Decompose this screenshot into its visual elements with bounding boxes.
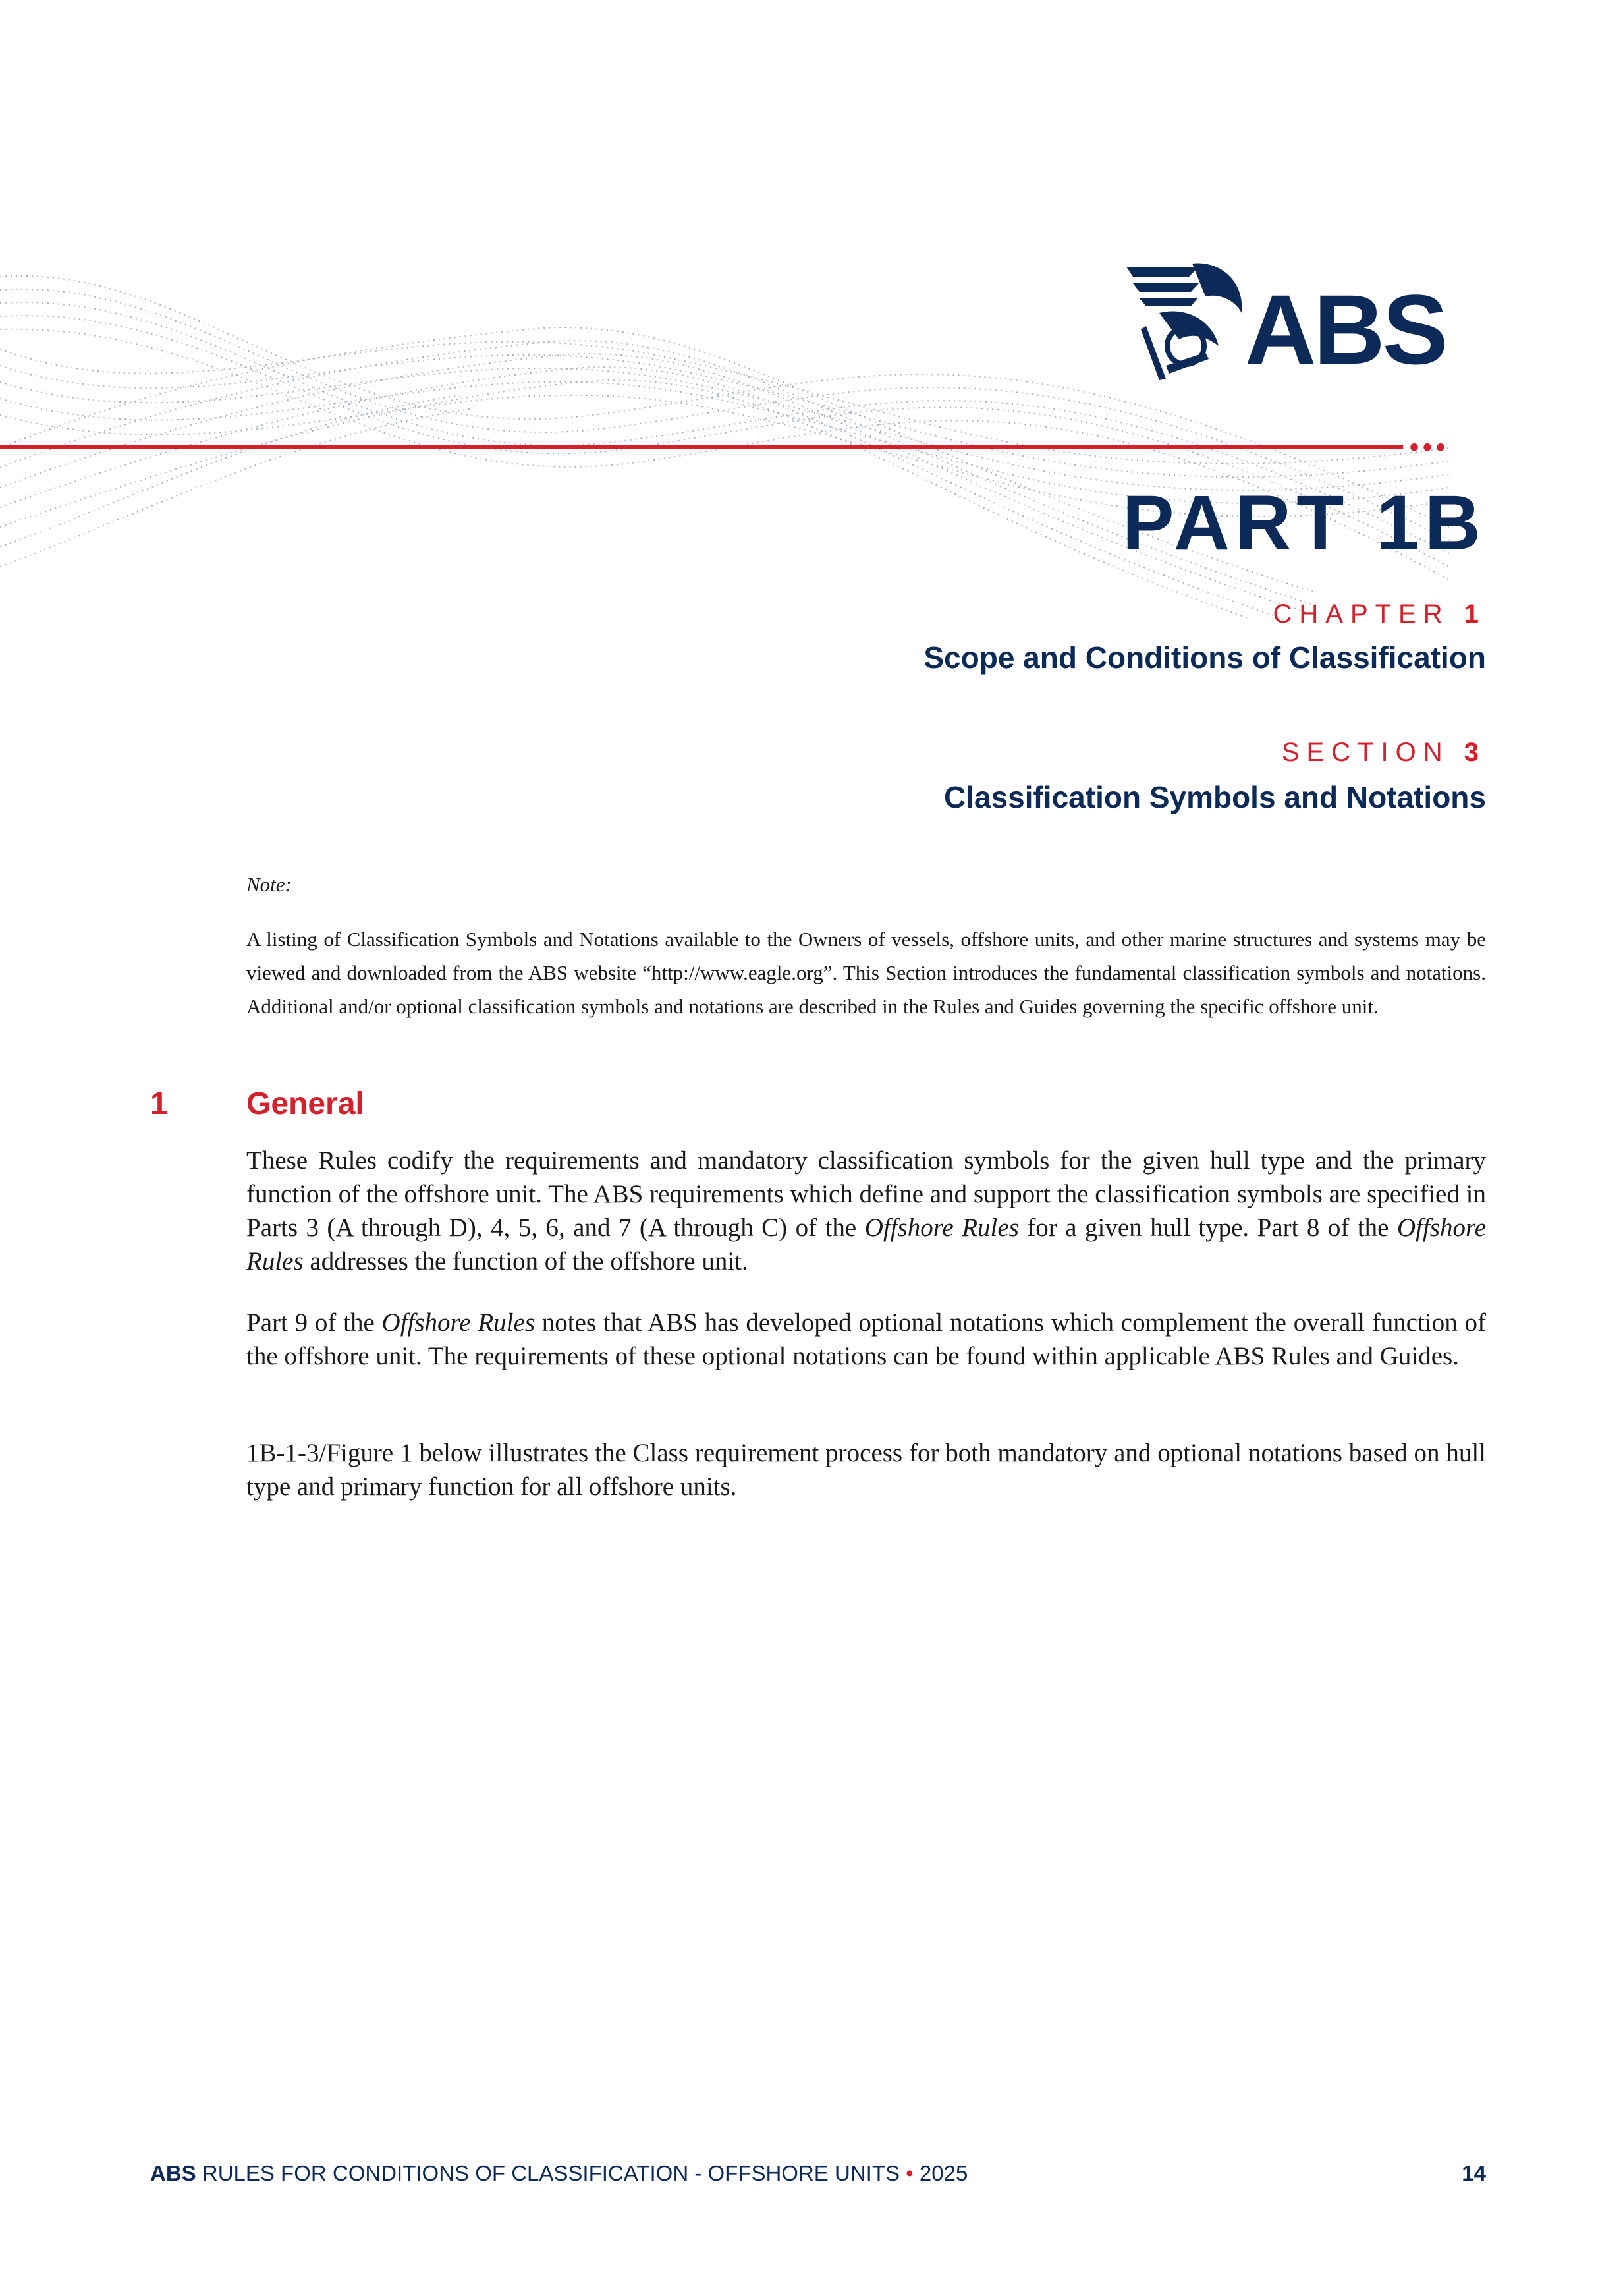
eagle-emblem-icon	[1120, 254, 1252, 385]
header-rule	[0, 445, 1403, 449]
section-label	[1282, 739, 1486, 766]
section-number: 3	[1464, 738, 1486, 767]
paragraph-2-text-a: Part 9 of the	[246, 1308, 382, 1337]
section-label-text: SECTION	[1281, 738, 1450, 767]
footer-title	[150, 2161, 968, 2186]
header-rule-dots: •••	[1410, 433, 1450, 462]
logo-text: ABS	[1245, 274, 1446, 385]
footer-bullet: •	[906, 2161, 914, 2185]
offshore-rules-ref: Offshore Rules	[381, 1308, 535, 1337]
page-number: 14	[1462, 2161, 1486, 2185]
paragraph-2-text-c: notes that ABS has developed optional notations which complement the overall function of the offshore unit. The requirements of these optional notations can be found within applicable ABS Rules and Guides.	[246, 1308, 1486, 1370]
abs-logo	[1120, 254, 1489, 399]
paragraph-1-text-e: addresses the function of the offshore unit.	[303, 1247, 748, 1275]
chapter-number: 1	[1464, 600, 1486, 629]
chapter-title: Scope and Conditions of Classification	[923, 640, 1486, 675]
offshore-rules-ref: Offshore Rules	[864, 1214, 1019, 1242]
paragraph-3: 1B-1-3/Figure 1 below illustrates the Class requirement process for both mandatory and optional notations based on hull type and primary function for all offshore units.	[246, 1439, 1486, 1501]
footer-brand: ABS	[150, 2161, 196, 2185]
footer-text: RULES FOR CONDITIONS OF CLASSIFICATION - OFFSHORE UNITS	[196, 2161, 906, 2185]
paragraph-1-text-c: for a given hull type. Part 8 of the	[1018, 1214, 1397, 1242]
note-body: A listing of Classification Symbols and Notations available to the Owners of vessels, offshore units, and other marine structures and systems may be viewed and downloaded from the ABS website “http://www.eagle.org”. This Section introduces the fundamental classification symbols and notations. Additional and/or optional classification symbols and notations are described in the Rules and Guides governing the specific offshore unit.	[246, 928, 1486, 1018]
heading-number: 1	[150, 1086, 168, 1121]
paragraph-1	[246, 1144, 1486, 1278]
note-label: Note:	[246, 873, 292, 896]
part-title: PART 1B	[1122, 480, 1486, 567]
heading-general: General	[246, 1086, 364, 1121]
offshore-rules-ref: Offshore Rules	[246, 1214, 1487, 1275]
paragraph-1-text-a: These Rules codify the requirements and mandatory classification symbols for the given hull type and the primary function of the offshore unit. The ABS requirements which define and support the classification symbols are specified in Parts 3 (A through D), 4, 5, 6, and 7 (A through C) of the	[246, 1146, 1486, 1242]
footer-year: 2025	[913, 2161, 968, 2185]
paragraph-2	[246, 1306, 1486, 1373]
section-title: Classification Symbols and Notations	[943, 780, 1486, 814]
chapter-label-text: CHAPTER	[1273, 600, 1450, 629]
chapter-label	[1273, 601, 1486, 627]
